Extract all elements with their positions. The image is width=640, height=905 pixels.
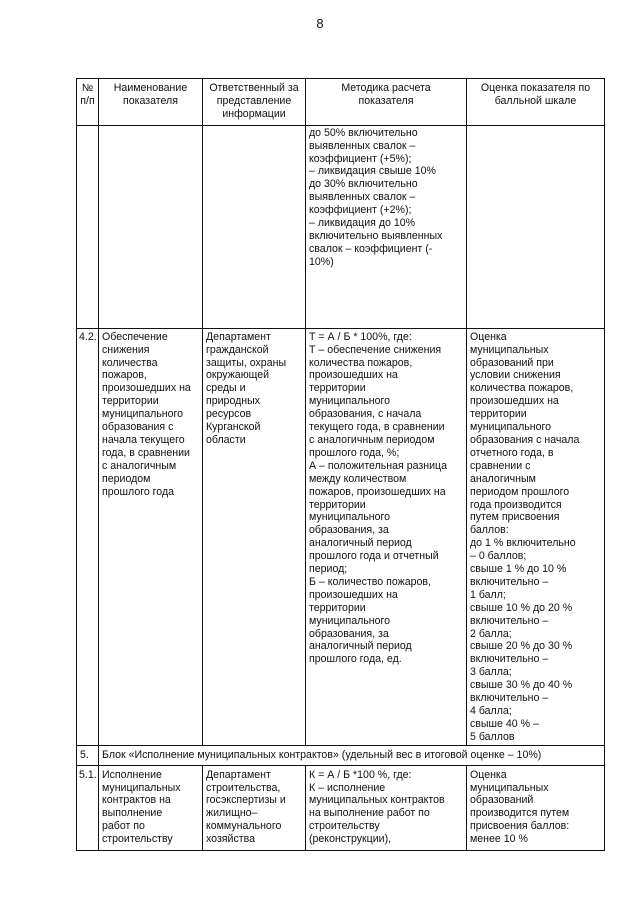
header-method: Методика расчета показателя xyxy=(306,79,467,126)
cell-num: 5. xyxy=(77,745,99,765)
cell-method: до 50% включительно выявленных свалок – коэффициент (+5%); – ликвидация свыше 10% до 30% включительно выявленных свалок – коэффициент (+2%); – ликвидация до 10% включительно выявленных свалок – коэффициент (- 10%) xyxy=(306,125,467,328)
cell-score: Оценка муниципальных образований производится путем присвоения баллов: менее 10 % xyxy=(467,765,605,850)
table-header-row xyxy=(77,79,605,126)
header-score: Оценка показателя по балльной шкале xyxy=(467,79,605,126)
cell-responsible: Департамент гражданской защиты, охраны окружающей среды и природных ресурсов Курганской области xyxy=(203,328,306,745)
cell-method: К = А / Б *100 %, где: К – исполнение муниципальных контрактов на выполнение работ по строительству (реконструкции), xyxy=(306,765,467,850)
table-row-5 xyxy=(77,745,605,765)
cell-block-title: Блок «Исполнение муниципальных контрактов» (удельный вес в итоговой оценке – 10%) xyxy=(99,745,605,765)
cell-num: 5.1. xyxy=(77,765,99,850)
cell-score: Оценка муниципальных образований при условии снижения количества пожаров, произошедших на территории муниципального образования с начала отчетного года, в сравнении с аналогичным периодом прошлого года производится путем присвоения баллов: до 1 % включительно – 0 баллов; свыше 1 % до 10 % включительно – 1 балл; свыше 10 % до 20 % включительно – 2 балла; свыше 20 % до 30 % включительно – 3 балла; свыше 30 % до 40 % включительно – 4 балла; свыше 40 % – 5 баллов xyxy=(467,328,605,745)
cell-empty xyxy=(203,125,306,328)
indicators-table xyxy=(76,78,605,851)
cell-responsible: Департамент строительства, госэкспертизы и жилищно– коммунального хозяйства xyxy=(203,765,306,850)
cell-name: Обеспечение снижения количества пожаров, произошедших на территории муниципального образования с начала текущего года, в сравнении с аналогичным периодом прошлого года xyxy=(99,328,203,745)
header-name: Наименование показателя xyxy=(99,79,203,126)
header-num: № п/п xyxy=(77,79,99,126)
table-row-5-1 xyxy=(77,765,605,850)
cell-name: Исполнение муниципальных контрактов на выполнение работ по строительству xyxy=(99,765,203,850)
cell-num: 4.2. xyxy=(77,328,99,745)
header-responsible: Ответственный за представление информации xyxy=(203,79,306,126)
table-row-continuation xyxy=(77,125,605,328)
cell-method: Т = А / Б * 100%, где: Т – обеспечение снижения количества пожаров, произошедших на территории муниципального образования, с начала текущего года, в сравнении с аналогичным периодом прошлого года, %; А – положительная разница между количеством пожаров, произошедших на территории муниципального образования, за аналогичный период прошлого года и отчетный период; Б – количество пожаров, произошедших на территории муниципального образования, за аналогичный период прошлого года, ед. xyxy=(306,328,467,745)
cell-empty xyxy=(77,125,99,328)
table-row-4-2 xyxy=(77,328,605,745)
cell-empty xyxy=(467,125,605,328)
page-number: 8 xyxy=(316,16,324,31)
cell-empty xyxy=(99,125,203,328)
